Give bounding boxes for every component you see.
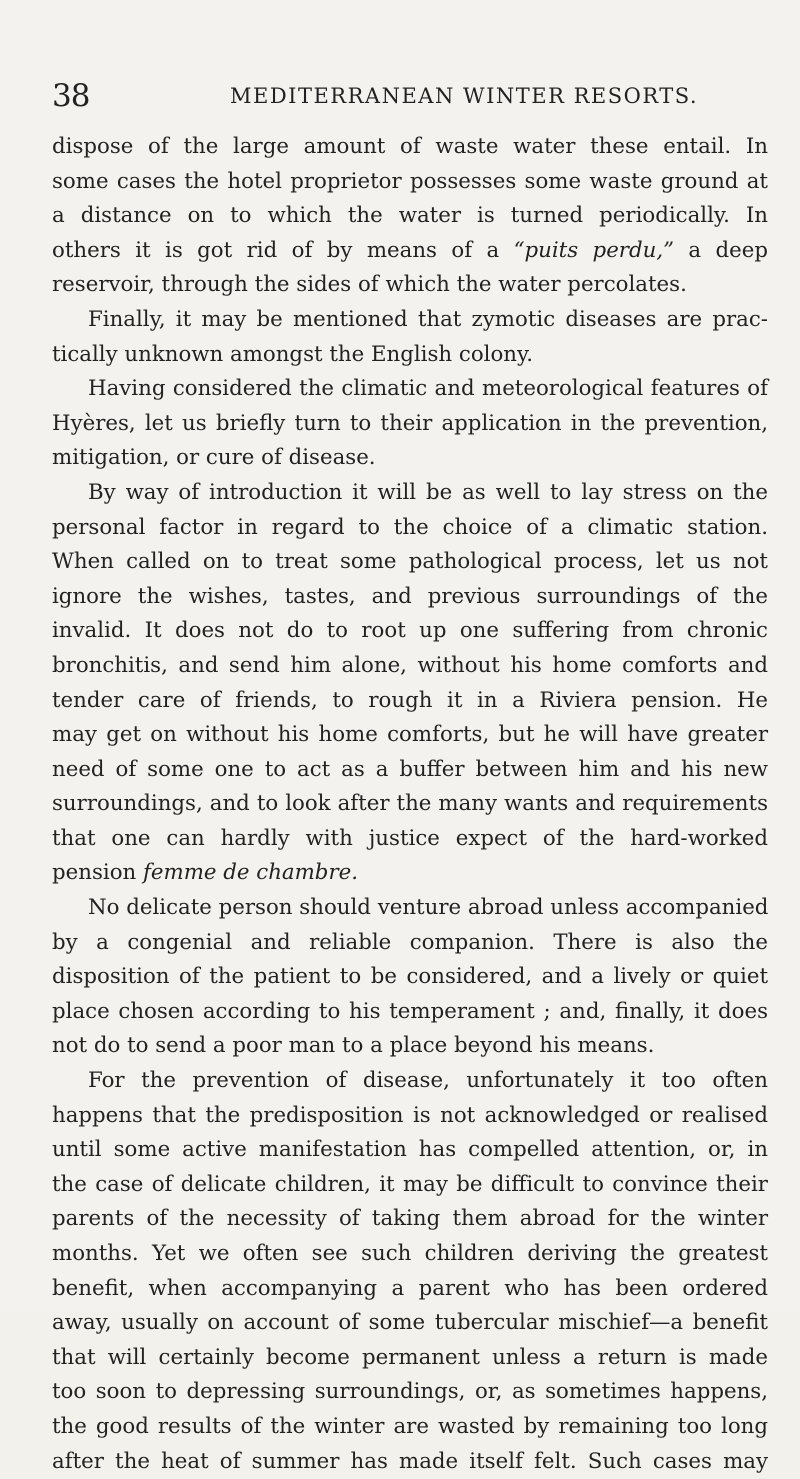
text-segment: pension	[52, 860, 144, 886]
text-line: For the prevention of disease, unfortunately it too often	[88, 1068, 768, 1094]
running-title: MEDITERRANEAN WINTER RESORTS.	[230, 84, 699, 108]
text-line: some cases the hotel proprietor possesses some waste ground at	[52, 168, 768, 194]
text-line	[52, 234, 768, 269]
text-line: after the heat of summer has made itself felt. Such cases may	[52, 1448, 768, 1474]
text-segment: a deep	[673, 237, 768, 263]
text-line: invalid. It does not do to root up one suffering from chronic	[52, 618, 768, 644]
text-line: months. Yet we often see such children deriving the greatest	[52, 1241, 768, 1266]
text-line: benefit, when accompanying a parent who has been ordered	[52, 1275, 768, 1301]
text-line: the case of delicate children, it may be difficult to convince their	[52, 1171, 768, 1197]
text-line: dispose of the large amount of waste water these entail. In	[52, 134, 768, 159]
text-line: personal factor in regard to the choice of a climatic station.	[52, 514, 768, 540]
text-line: tender care of friends, to rough it in a Riviera pension. He	[52, 687, 768, 713]
text-line: away, usually on account of some tubercular mischief—a benefit	[52, 1310, 768, 1336]
text-line: Having considered the climatic and meteorological features of	[88, 376, 768, 402]
text-line: happens that the predisposition is not acknowledged or realised	[52, 1102, 768, 1128]
text-line: until some active manifestation has compelled attention, or, in	[52, 1137, 768, 1163]
text-line: bronchitis, and send him alone, without his home comforts and	[52, 652, 768, 678]
italic-phrase: “puits perdu,”	[513, 237, 674, 263]
text-line: Hyères, let us briefly turn to their application in the prevention,	[52, 410, 768, 436]
text-line	[52, 856, 768, 891]
page-header	[52, 76, 767, 116]
text-line: Finally, it may be mentioned that zymotic diseases are prac-	[88, 306, 768, 332]
text-line: disposition of the patient to be considered, and a lively or quiet	[52, 964, 768, 990]
text-line: a distance on to which the water is turned periodically. In	[52, 203, 768, 229]
text-line: too soon to depressing surroundings, or, as sometimes happens,	[52, 1379, 768, 1405]
text-line: the good results of the winter are wasted by remaining too long	[52, 1413, 768, 1439]
page-number: 38	[52, 78, 90, 114]
text-line: By way of introduction it will be as well to lay stress on the	[88, 479, 768, 505]
text-line: need of some one to act as a buffer between him and his new	[52, 756, 768, 782]
text-line: mitigation, or cure of disease.	[52, 445, 376, 471]
text-line: not do to send a poor man to a place beyond his means.	[52, 1033, 655, 1059]
italic-phrase: femme de chambre.	[143, 860, 358, 886]
text-segment: others it is got rid of by means of a	[52, 237, 514, 263]
text-line: place chosen according to his temperament ; and, finally, it does	[52, 998, 768, 1024]
text-line: When called on to treat some pathological process, let us not	[52, 549, 768, 575]
text-line: ignore the wishes, tastes, and previous surroundings of the	[52, 583, 768, 609]
text-line: by a congenial and reliable companion. There is also the	[52, 929, 768, 955]
text-line: that will certainly become permanent unless a return is made	[52, 1344, 768, 1370]
text-line: reservoir, through the sides of which the water percolates.	[52, 272, 687, 298]
text-line: may get on without his home comforts, but he will have greater	[52, 722, 768, 748]
text-line: parents of the necessity of taking them abroad for the winter	[52, 1206, 768, 1232]
text-line: surroundings, and to look after the many wants and requirements	[52, 791, 768, 817]
text-line: that one can hardly with justice expect of the hard-worked	[52, 825, 768, 851]
body-text	[52, 130, 768, 1479]
text-line: No delicate person should venture abroad unless accompanied	[88, 895, 769, 921]
text-line: tically unknown amongst the English colony.	[52, 341, 533, 367]
